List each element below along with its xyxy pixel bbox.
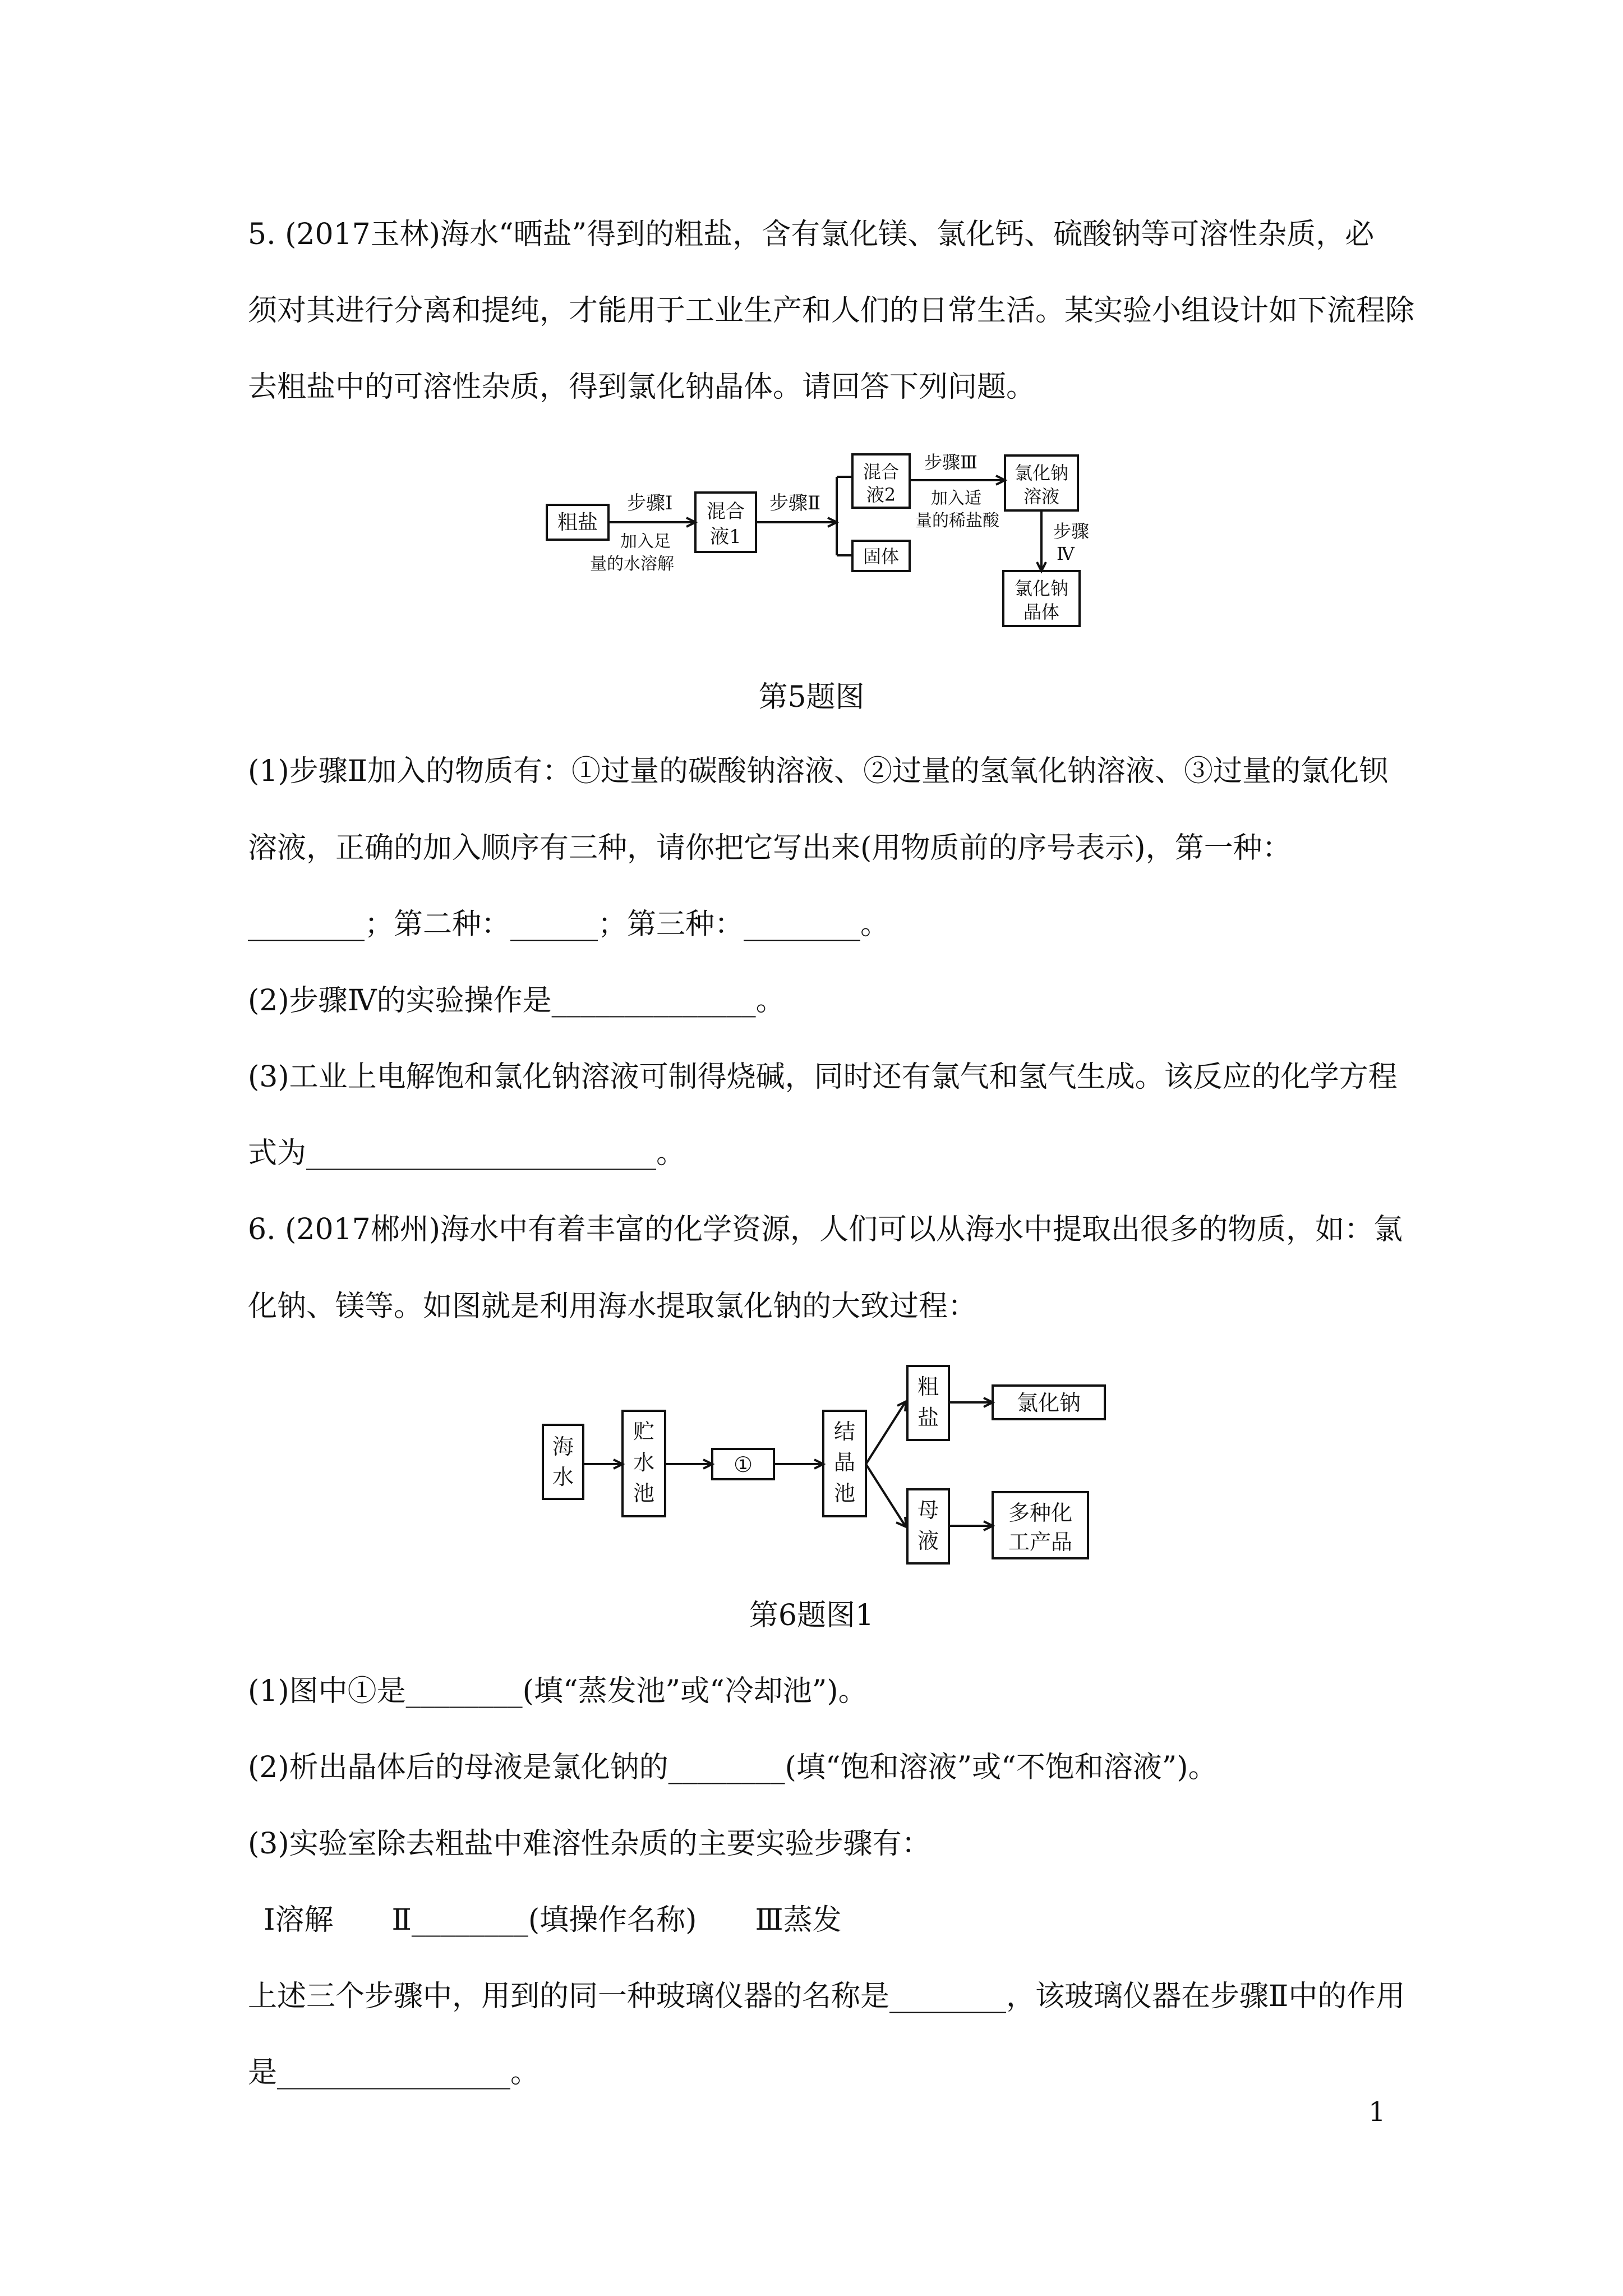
q6-line-3: (3)实验室除去粗盐中难溶性杂质的主要实验步骤有： (248, 1827, 931, 1861)
q5-flow-mix1-b: 液1 (710, 526, 741, 548)
q6-flow-crystal-pool-c: 池 (833, 1481, 856, 1506)
q5-flow-solid: 固体 (863, 546, 900, 567)
q5-flow-nacl-crystal-b: 晶体 (1023, 601, 1060, 623)
q5-flow-step4-b: Ⅳ (1057, 543, 1075, 564)
q6-flow-crude-salt-a: 粗 (917, 1374, 939, 1399)
q6-intro-line-1: 6. (2017郴州)海水中有着丰富的化学资源，人们可以从海水中提取出很多的物质，如：氯 (248, 1213, 1403, 1246)
q5-flow-step4-a: 步骤 (1053, 521, 1090, 542)
q5-line-4: (2)步骤Ⅳ的实验操作是______________。 (248, 984, 785, 1018)
q6-flow-storage-c: 池 (633, 1481, 655, 1506)
q6-line-5: 上述三个步骤中，用到的同一种玻璃仪器的名称是________，该玻璃仪器在步骤Ⅱ中的作用 (248, 1980, 1405, 2013)
q5-flow-mix2-b: 液2 (866, 484, 896, 505)
q6-flow-products-a: 多种化 (1008, 1501, 1073, 1525)
q6-flow-nacl: 氯化钠 (1016, 1391, 1081, 1415)
q6-flow-mother-liquor-b: 液 (917, 1529, 939, 1553)
q5-flow-crude-salt: 粗盐 (557, 511, 598, 534)
q5-flowchart (0, 443, 1623, 634)
q6-line-6: 是________________。 (248, 2056, 540, 2090)
q6-flow-crystal-pool-b: 晶 (833, 1450, 856, 1475)
q5-line-5: (3)工业上电解饱和氯化钠溶液可制得烧碱，同时还有氯气和氢气生成。该反应的化学方程 (248, 1060, 1398, 1094)
q5-flow-step3: 步骤Ⅲ (924, 452, 978, 473)
q6-flow-circle1: ① (733, 1452, 753, 1477)
q6-flow-mother-liquor-a: 母 (917, 1498, 939, 1522)
q6-line-1: (1)图中①是________(填“蒸发池”或“冷却池”)。 (248, 1674, 868, 1708)
q6-flow-seawater-b: 水 (552, 1465, 574, 1489)
q6-flow-seawater-a: 海 (552, 1434, 574, 1459)
q5-line-2: 溶液，正确的加入顺序有三种，请你把它写出来(用物质前的序号表示)，第一种： (248, 831, 1292, 865)
q6-flow-storage-b: 水 (633, 1450, 655, 1475)
q5-flow-step1-note-2: 量的水溶解 (590, 554, 674, 574)
q6-flow-crude-salt-b: 盐 (917, 1405, 939, 1430)
q6-line-2: (2)析出晶体后的母液是氯化钠的________(填“饱和溶液”或“不饱和溶液”)。 (248, 1751, 1218, 1784)
q5-flow-nacl-solution-b: 溶液 (1023, 486, 1060, 507)
q5-line-1: (1)步骤Ⅱ加入的物质有：①过量的碳酸钠溶液、②过量的氢氧化钠溶液、③过量的氯化钡 (248, 754, 1389, 788)
q5-intro-line-3: 去粗盐中的可溶性杂质，得到氯化钠晶体。请回答下列问题。 (248, 370, 1036, 404)
q5-flow-step1: 步骤Ⅰ (627, 492, 673, 514)
q5-flow-step3-note-1: 加入适 (931, 489, 981, 508)
q5-intro-line-2: 须对其进行分离和提纯，才能用于工业生产和人们的日常生活。某实验小组设计如下流程除 (248, 294, 1415, 328)
q6-flowchart (0, 1358, 1623, 1565)
q6-flow-products-b: 工产品 (1008, 1530, 1073, 1554)
q5-flow-nacl-solution-a: 氯化钠 (1014, 462, 1069, 484)
q5-flow-mix1-a: 混合 (707, 500, 745, 523)
q5-flow-mix2-a: 混合 (863, 461, 900, 482)
q6-flow-storage-a: 贮 (633, 1419, 655, 1444)
q5-figure-caption: 第5题图 (758, 680, 865, 714)
q5-flow-nacl-crystal-a: 氯化钠 (1014, 578, 1069, 599)
page-number: 1 (1368, 2096, 1386, 2128)
q5-flow-step2: 步骤Ⅱ (769, 492, 821, 514)
q5-line-3: ________；第二种：______；第三种：________。 (248, 908, 890, 941)
q6-line-4: Ⅰ溶解 Ⅱ________(填操作名称) Ⅲ蒸发 (264, 1903, 842, 1937)
q6-figure-caption: 第6题图1 (749, 1599, 874, 1632)
q5-flow-step3-note-2: 量的稀盐酸 (915, 511, 999, 531)
q6-intro-line-2: 化钠、镁等。如图就是利用海水提取氯化钠的大致过程： (248, 1290, 978, 1323)
q5-intro-line-1: 5. (2017玉林)海水“晒盐”得到的粗盐，含有氯化镁、氯化钙、硫酸钠等可溶性杂质，必 (248, 218, 1375, 251)
q5-flow-step1-note-1: 加入足 (620, 532, 671, 551)
q6-flow-crystal-pool-a: 结 (833, 1419, 856, 1444)
q5-line-6: 式为________________________。 (248, 1137, 686, 1170)
